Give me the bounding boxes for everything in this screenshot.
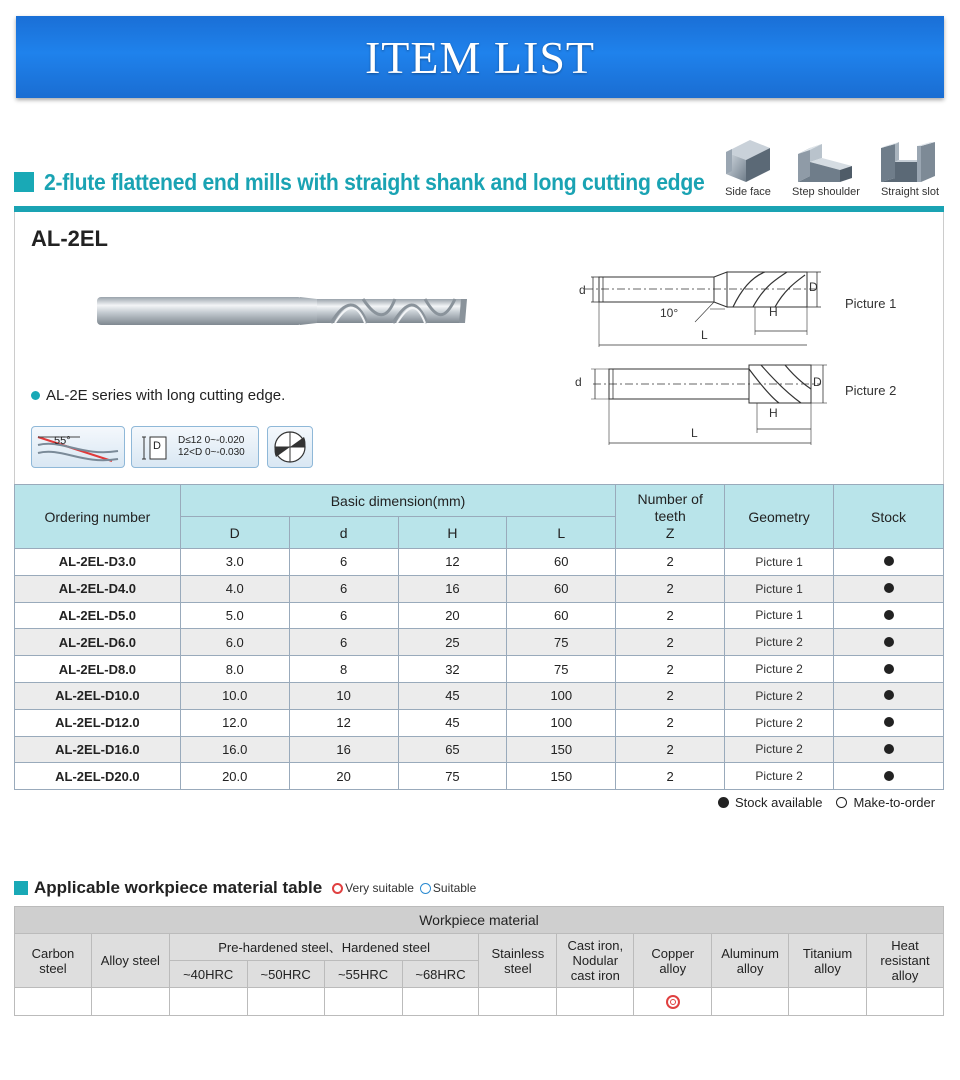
- ordering-number-cell: AL-2EL-D3.0: [15, 549, 181, 576]
- H-cell: 12: [398, 549, 507, 576]
- operation-side-face: [710, 138, 786, 198]
- D-cell: 20.0: [180, 763, 289, 790]
- suitable-label: Suitable: [432, 881, 477, 895]
- geometry-cell: Picture 2: [725, 656, 834, 683]
- H-cell: 45: [398, 709, 507, 736]
- ordering-number-cell: AL-2EL-D16.0: [15, 736, 181, 763]
- ordering-number-cell: AL-2EL-D5.0: [15, 602, 181, 629]
- rating-cell: [402, 988, 479, 1016]
- section-square-icon: [14, 172, 34, 192]
- table-row: [15, 629, 944, 656]
- rating-cell: [867, 988, 944, 1016]
- table-row: [15, 602, 944, 629]
- table-row: [15, 549, 944, 576]
- H-cell: 45: [398, 682, 507, 709]
- header-stock: Stock: [834, 485, 944, 549]
- H-cell: 75: [398, 763, 507, 790]
- col-copper-l2: alloy: [659, 960, 687, 976]
- material-heading: [14, 876, 476, 900]
- diagram2-L: L: [691, 426, 698, 440]
- col-carbon-l1: Carbon: [31, 945, 75, 961]
- D-cell: 3.0: [180, 549, 289, 576]
- L-cell: 60: [507, 575, 616, 602]
- L-cell: 150: [507, 736, 616, 763]
- very-suitable-icon: [332, 883, 343, 894]
- section-title: 2-flute flattened end mills with straight shank and long cutting edge: [44, 168, 705, 195]
- col-stainless: [479, 934, 557, 988]
- geometry-cell: Picture 2: [725, 763, 834, 790]
- stock-available-icon: [884, 556, 894, 566]
- col-heat-l3: alloy: [891, 968, 919, 983]
- d-cell: 8: [289, 656, 398, 683]
- diagram-picture-2: [565, 357, 845, 445]
- item-table: [14, 484, 944, 790]
- d-cell: 10: [289, 682, 398, 709]
- stock-cell: [834, 602, 944, 629]
- L-cell: 100: [507, 682, 616, 709]
- table-row: [15, 709, 944, 736]
- col-hrc-40: ~40HRC: [169, 961, 247, 988]
- header-basic-dimension: Basic dimension(mm): [180, 485, 615, 517]
- diagram1-D: D: [809, 280, 818, 294]
- L-cell: 60: [507, 602, 616, 629]
- header-geometry: Geometry: [725, 485, 834, 549]
- col-cast-iron: [557, 934, 634, 988]
- col-aluminum-l2: alloy: [736, 960, 764, 976]
- L-cell: 75: [507, 656, 616, 683]
- rating-cell: [324, 988, 402, 1016]
- geometry-cell: Picture 1: [725, 602, 834, 629]
- rating-cell: [634, 988, 712, 1016]
- H-cell: 20: [398, 602, 507, 629]
- D-cell: 6.0: [180, 629, 289, 656]
- col-aluminum-l1: Aluminum: [721, 945, 780, 961]
- teeth-cell: 2: [616, 602, 725, 629]
- d-cell: 16: [289, 736, 398, 763]
- make-to-order-icon: [836, 797, 847, 808]
- diameter-symbol: D: [153, 440, 161, 452]
- product-panel: [14, 212, 944, 484]
- col-copper-l1: Copper: [651, 945, 695, 961]
- step-shoulder-icon: [794, 138, 858, 184]
- col-titanium-l2: alloy: [814, 960, 841, 976]
- teeth-cell: 2: [616, 763, 725, 790]
- D-cell: 8.0: [180, 656, 289, 683]
- L-cell: 75: [507, 629, 616, 656]
- d-cell: 6: [289, 629, 398, 656]
- D-cell: 5.0: [180, 602, 289, 629]
- col-stainless-l1: Stainless: [491, 945, 545, 961]
- stock-cell: [834, 629, 944, 656]
- diagram1-H: H: [769, 305, 778, 319]
- stock-available-icon: [884, 664, 894, 674]
- teeth-cell: 2: [616, 709, 725, 736]
- stock-cell: [834, 736, 944, 763]
- header-teeth-line3: Z: [665, 525, 675, 541]
- H-cell: 32: [398, 656, 507, 683]
- D-cell: 10.0: [180, 682, 289, 709]
- stock-cell: [834, 763, 944, 790]
- rating-cell: [479, 988, 557, 1016]
- model-title: AL-2EL: [31, 226, 108, 251]
- teeth-cell: 2: [616, 575, 725, 602]
- header-teeth-line2: teeth: [654, 508, 686, 524]
- material-title: Applicable workpiece material table: [34, 878, 323, 897]
- ordering-number-cell: AL-2EL-D20.0: [15, 763, 181, 790]
- section-heading: [14, 164, 762, 200]
- rating-cell: [712, 988, 789, 1016]
- diagram1-L: L: [701, 328, 708, 342]
- banner-title: ITEM LIST: [364, 31, 595, 83]
- stock-available-icon: [884, 583, 894, 593]
- rating-cell: [15, 988, 92, 1016]
- flute-badge: [267, 426, 313, 468]
- material-table: [14, 906, 944, 1016]
- header-H: H: [398, 517, 507, 549]
- col-cast-l1: Cast iron,: [567, 938, 624, 953]
- col-hardened: Pre-hardened steel、Hardened steel: [169, 934, 479, 961]
- stock-cell: [834, 682, 944, 709]
- ordering-number-cell: AL-2EL-D12.0: [15, 709, 181, 736]
- ordering-number-cell: AL-2EL-D10.0: [15, 682, 181, 709]
- col-hrc-55: ~55HRC: [324, 961, 402, 988]
- col-copper: [634, 934, 712, 988]
- H-cell: 65: [398, 736, 507, 763]
- bullet-icon: [31, 391, 40, 400]
- stock-available-icon: [718, 797, 729, 808]
- D-cell: 16.0: [180, 736, 289, 763]
- H-cell: 16: [398, 575, 507, 602]
- material-rating-row: [15, 988, 944, 1016]
- tolerance-line-1: D≤12 0~-0.020: [178, 435, 245, 446]
- col-heat-resistant: [867, 934, 944, 988]
- tolerance-text: [178, 435, 245, 459]
- helix-angle-badge: [31, 426, 125, 468]
- diagram2-D: D: [813, 375, 822, 389]
- stock-available-icon: [884, 690, 894, 700]
- table-row: [15, 682, 944, 709]
- teeth-cell: 2: [616, 656, 725, 683]
- L-cell: 100: [507, 709, 616, 736]
- suitable-icon: [420, 883, 431, 894]
- helix-angle-value: 55°: [54, 435, 71, 447]
- col-alloy: Alloy steel: [91, 934, 169, 988]
- D-cell: 12.0: [180, 709, 289, 736]
- operation-step-shoulder: [788, 138, 864, 198]
- col-titanium: [789, 934, 867, 988]
- stock-available-icon: [884, 744, 894, 754]
- tolerance-line-2: 12<D 0~-0.030: [178, 447, 245, 458]
- geometry-cell: Picture 2: [725, 629, 834, 656]
- stock-available-icon: [884, 771, 894, 781]
- geometry-cell: Picture 2: [725, 682, 834, 709]
- rating-cell: [789, 988, 867, 1016]
- col-titanium-l1: Titanium: [802, 945, 853, 961]
- d-cell: 12: [289, 709, 398, 736]
- geometry-cell: Picture 1: [725, 575, 834, 602]
- L-cell: 60: [507, 549, 616, 576]
- col-carbon: [15, 934, 92, 988]
- teeth-cell: 2: [616, 736, 725, 763]
- col-aluminum: [712, 934, 789, 988]
- legend-make-to-order: Make-to-order: [853, 795, 936, 810]
- header-ordering: Ordering number: [15, 485, 181, 549]
- straight-slot-icon: [875, 138, 945, 184]
- col-heat-l2: resistant: [880, 953, 930, 968]
- very-suitable-label: Very suitable: [345, 881, 414, 895]
- header-L: L: [507, 517, 616, 549]
- ordering-number-cell: AL-2EL-D4.0: [15, 575, 181, 602]
- geometry-cell: Picture 2: [725, 709, 834, 736]
- header-D: D: [180, 517, 289, 549]
- operation-straight-slot: [872, 138, 948, 198]
- geometry-cell: Picture 1: [725, 549, 834, 576]
- col-cast-l3: cast iron: [570, 968, 620, 983]
- d-cell: 6: [289, 575, 398, 602]
- L-cell: 150: [507, 763, 616, 790]
- stock-legend: [718, 795, 935, 810]
- H-cell: 25: [398, 629, 507, 656]
- col-hrc-68: ~68HRC: [402, 961, 479, 988]
- col-stainless-l2: steel: [504, 960, 532, 976]
- rating-cell: [557, 988, 634, 1016]
- table-row: [15, 763, 944, 790]
- material-legend: [332, 881, 476, 895]
- stock-cell: [834, 709, 944, 736]
- stock-cell: [834, 549, 944, 576]
- material-square-icon: [14, 881, 28, 895]
- operation-label: Straight slot: [880, 186, 940, 198]
- stock-available-icon: [884, 637, 894, 647]
- header-teeth-line1: Number of: [637, 491, 703, 507]
- series-note-text: AL-2E series with long cutting edge.: [46, 387, 286, 404]
- stock-cell: [834, 575, 944, 602]
- ordering-number-cell: AL-2EL-D6.0: [15, 629, 181, 656]
- teeth-cell: 2: [616, 682, 725, 709]
- header-teeth: [616, 485, 725, 549]
- legend-available: Stock available: [735, 795, 823, 810]
- side-face-icon: [720, 138, 776, 184]
- rating-cell: [247, 988, 324, 1016]
- banner: [16, 16, 944, 98]
- d-cell: 6: [289, 602, 398, 629]
- operation-label: Side face: [725, 186, 771, 198]
- diagram1-angle: 10°: [660, 306, 679, 320]
- stock-available-icon: [884, 610, 894, 620]
- d-cell: 20: [289, 763, 398, 790]
- table-row: [15, 575, 944, 602]
- diagram1-d: d: [579, 283, 586, 297]
- helix-angle-icon: [32, 427, 124, 467]
- two-flute-icon: [268, 427, 312, 467]
- stock-available-icon: [884, 717, 894, 727]
- teeth-cell: 2: [616, 549, 725, 576]
- table-row: [15, 656, 944, 683]
- geometry-cell: Picture 2: [725, 736, 834, 763]
- diagram2-d: d: [575, 375, 582, 389]
- tolerance-badge: [131, 426, 259, 468]
- diagram2-H: H: [769, 406, 778, 420]
- teeth-cell: 2: [616, 629, 725, 656]
- D-cell: 4.0: [180, 575, 289, 602]
- end-mill-photo: [95, 290, 475, 332]
- table-row: [15, 736, 944, 763]
- operation-label: Step shoulder: [792, 186, 860, 198]
- diagram1-label: Picture 1: [845, 296, 897, 311]
- series-note: [31, 387, 285, 404]
- stock-cell: [834, 656, 944, 683]
- rating-cell: [169, 988, 247, 1016]
- operation-icons: [710, 138, 946, 204]
- very-suitable-icon: [666, 995, 680, 1009]
- header-d: d: [289, 517, 398, 549]
- d-cell: 6: [289, 549, 398, 576]
- col-cast-l2: Nodular: [572, 953, 619, 968]
- material-header-top: Workpiece material: [15, 907, 944, 934]
- ordering-number-cell: AL-2EL-D8.0: [15, 656, 181, 683]
- col-hrc-50: ~50HRC: [247, 961, 324, 988]
- diagram2-label: Picture 2: [845, 383, 897, 398]
- col-carbon-l2: steel: [39, 960, 67, 976]
- rating-cell: [91, 988, 169, 1016]
- col-heat-l1: Heat: [891, 938, 919, 953]
